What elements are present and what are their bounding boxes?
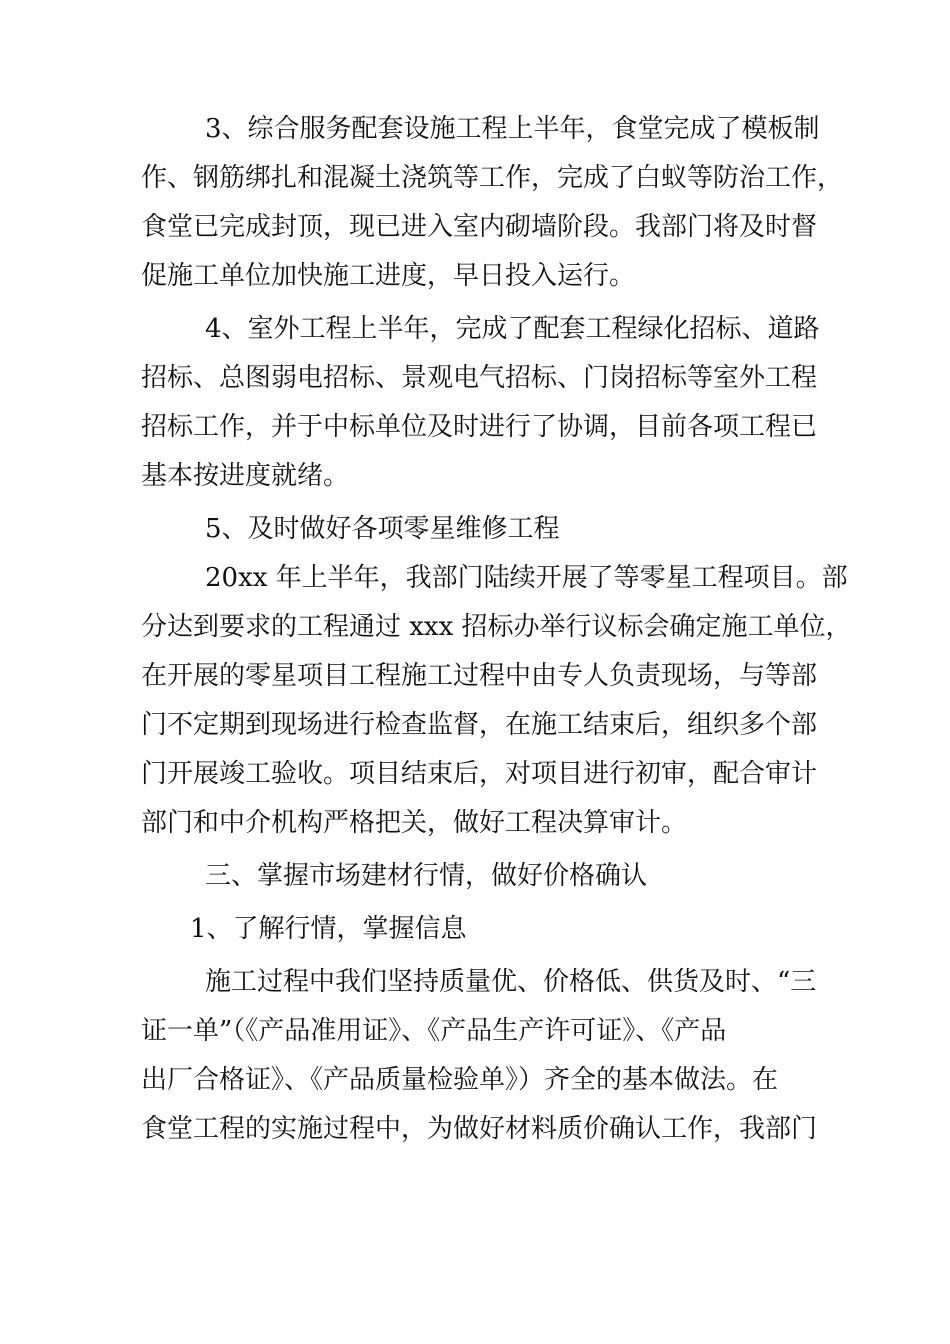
paragraph-5-line-6: 部门和中介机构严格把关，做好工程决算审计。	[141, 808, 688, 838]
paragraph-5-line-5: 门开展竣工验收。项目结束后，对项目进行初审，配合审计	[141, 759, 818, 789]
paragraph-5-line-2: 分达到要求的工程通过 xxx 招标办举行议标会确定施工单位，	[141, 612, 852, 642]
paragraph-6-line-2: 证一单”（《产品准用证》、《产品生产许可证》、《产品	[141, 1016, 727, 1046]
section-3-heading: 三、掌握市场建材行情，做好价格确认	[205, 861, 648, 891]
paragraph-5-line-1: 20xx 年上半年，我部门陆续开展了等零星工程项目。部	[205, 563, 848, 593]
paragraph-3-line-4: 促施工单位加快施工进度，早日投入运行。	[141, 261, 636, 291]
section-5-heading: 5、及时做好各项零星维修工程	[205, 514, 560, 544]
paragraph-3-line-1: 3、综合服务配套设施工程上半年，食堂完成了模板制	[205, 114, 820, 144]
paragraph-5-line-4: 门不定期到现场进行检查监督，在施工结束后，组织多个部	[141, 710, 818, 740]
paragraph-4-line-2: 招标、总图弱电招标、景观电气招标、门岗招标等室外工程	[141, 363, 818, 393]
subsection-1-heading: 1、了解行情，掌握信息	[190, 914, 467, 944]
paragraph-3-line-2: 作、钢筋绑扎和混凝土浇筑等工作，完成了白蚁等防治工作，	[141, 163, 844, 193]
paragraph-3-line-3: 食堂已完成封顶，现已进入室内砌墙阶段。我部门将及时督	[141, 212, 818, 242]
paragraph-6-line-4: 食堂工程的实施过程中，为做好材料质价确认工作，我部门	[141, 1114, 818, 1144]
paragraph-5-line-3: 在开展的零星项目工程施工过程中由专人负责现场，与等部	[141, 661, 818, 691]
paragraph-6-line-1: 施工过程中我们坚持质量优、价格低、供货及时、“三	[205, 967, 817, 997]
paragraph-4-line-4: 基本按进度就绪。	[141, 461, 350, 491]
paragraph-4-line-1: 4、室外工程上半年，完成了配套工程绿化招标、道路	[205, 314, 820, 344]
paragraph-4-line-3: 招标工作，并于中标单位及时进行了协调，目前各项工程已	[141, 412, 818, 442]
paragraph-6-line-3: 出厂合格证》、《产品质量检验单》）齐全的基本做法。在	[141, 1065, 779, 1095]
